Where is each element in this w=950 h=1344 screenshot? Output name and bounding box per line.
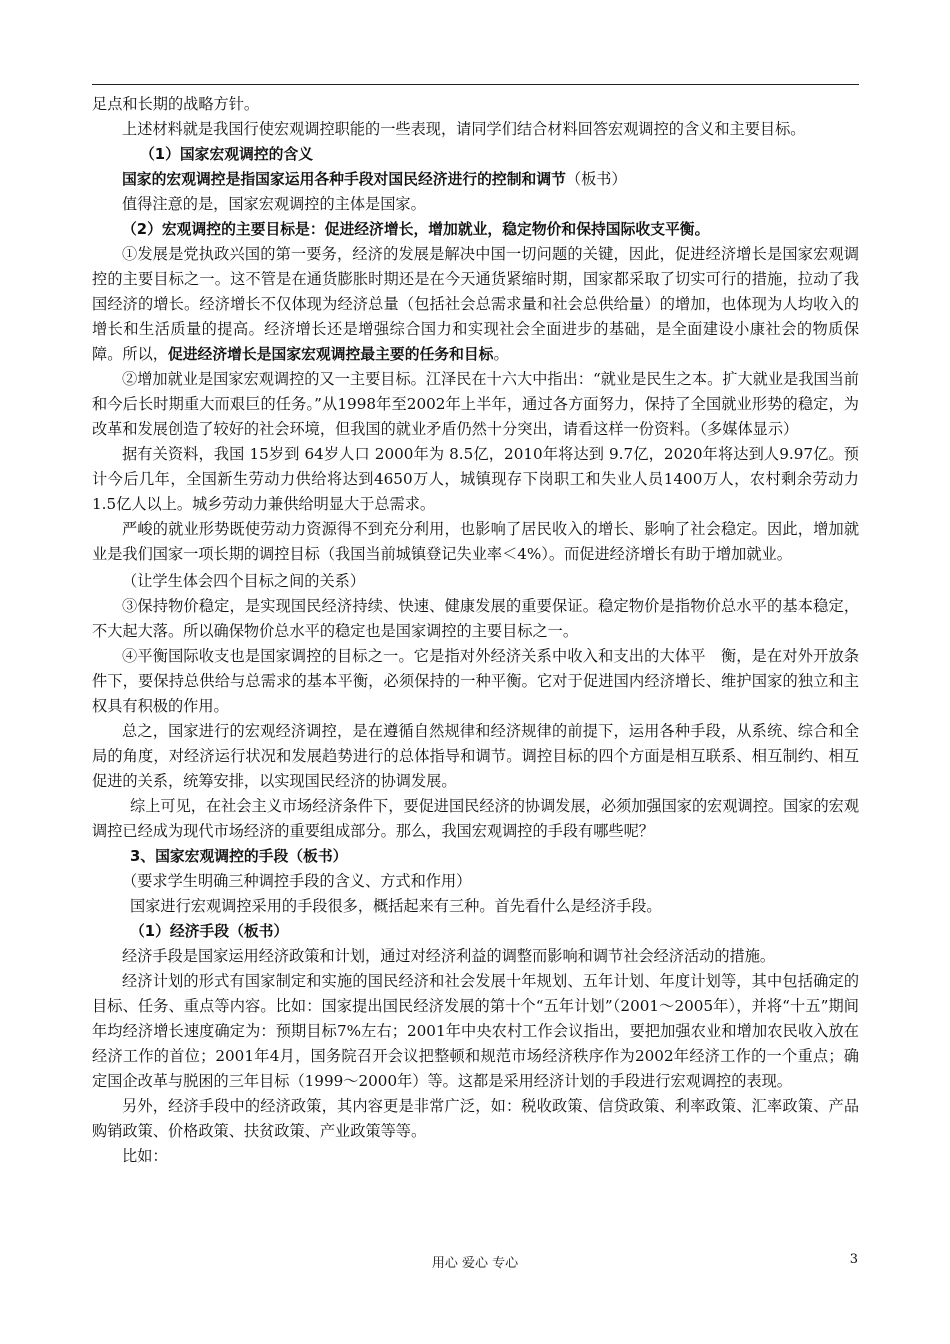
paragraph: （要求学生明确三种调控手段的含义、方式和作用） [122, 872, 472, 890]
paragraph: ②增加就业是国家宏观调控的又一主要目标。江泽民在十六大中指出：“就业是民生之本。扩大就业是我国当前和今后长时期重大而艰巨的任务。”从1998年至2002年上半年，通过各方面努力，保持了全国就业形势的稳定，为改革和发展创造了较好的社会环境，但我国的就业矛盾仍然十分突出，请看这样一份资料。（多媒体显示） [92, 370, 859, 438]
footer-motto: 用心 爱心 专心 [431, 1256, 519, 1271]
paragraph: ③保持物价稳定，是实现国民经济持续、快速、健康发展的重要保证。稳定物价是指物价总水平的基本稳定，不大起大落。所以确保物价总水平的稳定也是国家调控的主要目标之一。 [92, 597, 859, 640]
heading-text: （1）国家宏观调控的含义 [140, 146, 314, 163]
paragraph: 上述材料就是我国行使宏观调控职能的一些表现，请同学们结合材料回答宏观调控的含义和主要目标。 [122, 120, 806, 138]
document-body [92, 92, 859, 1169]
paragraph: 总之，国家进行的宏观经济调控，是在遵循自然规律和经济规律的前提下，运用各种手段，从系统、综合和全局的角度，对经济运行状况和发展趋势进行的总体指导和调节。调控目标的四个方面是相互联系、相互制约、相互促进的关系，统筹安排，以实现国民经济的协调发展。 [92, 722, 859, 790]
paragraph: 严峻的就业形势既使劳动力资源得不到充分利用，也影响了居民收入的增长、影响了社会稳定。因此，增加就业是我们国家一项长期的调控目标（我国当前城镇登记失业率＜4%）。而促进经济增长有助于增加就业。 [92, 520, 859, 563]
header-rule [92, 84, 859, 85]
section-heading [92, 217, 859, 242]
paragraph: 足点和长期的战略方针。 [92, 95, 260, 113]
paragraph: 另外，经济手段中的经济政策，其内容更是非常广泛，如：税收政策、信贷政策、利率政策、汇率政策、产品购销政策、价格政策、扶贫政策、产业政策等等。 [92, 1097, 859, 1140]
paragraph [92, 242, 859, 367]
paragraph: ④平衡国际收支也是国家调控的目标之一。它是指对外经济关系中收入和支出的大体平 衡，是在对外开放条件下，要保持总供给与总需求的基本平衡，必须保持的一种平衡。它对于促进国内经济增长、维护国家的独立和主权具有积极的作用。 [92, 647, 859, 715]
paragraph: 据有关资料，我国 15岁到 64岁人口 2000年为 8.5亿，2010年将达到 9.7亿，2020年将达到人9.97亿。预计今后几年，全国新生劳动力供给将达到4650万人，城镇现存下岗职工和失业人员1400万人，农村剩余劳动力1.5亿人以上。城乡劳动力兼供给明显大于总需求。 [92, 445, 859, 513]
section-heading [92, 844, 859, 869]
emphasis: 促进经济增长是国家宏观调控最主要的任务和目标 [167, 346, 494, 363]
definition-bold: 国家的宏观调控是指国家运用各种手段对国民经济进行的控制和调节 [122, 171, 566, 188]
paragraph: 经济手段是国家运用经济政策和计划，通过对经济利益的调整而影响和调节社会经济活动的措施。 [122, 947, 776, 965]
paragraph: 值得注意的是，国家宏观调控的主体是国家。 [122, 195, 426, 213]
section-heading [92, 142, 859, 167]
paragraph: 比如： [122, 1147, 168, 1165]
section-heading [92, 919, 859, 944]
definition-line [92, 167, 859, 192]
heading-text: （2）宏观调控的主要目标是：促进经济增长，增加就业，稳定物价和保持国际收支平衡。 [122, 221, 710, 238]
paragraph: （让学生体会四个目标之间的关系） [122, 572, 365, 590]
board-tag: （板书） [565, 170, 627, 188]
heading-text: 3、国家宏观调控的手段（板书） [130, 848, 348, 865]
paragraph-end: 。 [493, 345, 509, 363]
paragraph: 综上可见，在社会主义市场经济条件下，要促进国民经济的协调发展，必须加强国家的宏观调控。国家的宏观调控已经成为现代市场经济的重要组成部分。那么，我国宏观调控的手段有哪些呢？ [92, 797, 859, 840]
paragraph: 经济计划的形式有国家制定和实施的国民经济和社会发展十年规划、五年计划、年度计划等，其中包括确定的目标、任务、重点等内容。比如：国家提出国民经济发展的第十个“五年计划”（2001～2005年），并将“十五”期间年均经济增长速度确定为：预期目标7%左右；2001年中央农村工作会议指出，要把加强农业和增加农民收入放在经济工作的首位；2001年4月，国务院召开会议把整顿和规范市场经济秩序作为2002年经济工作的一个重点；确定国企改革与脱困的三年目标（1999～2000年）等。这都是采用经济计划的手段进行宏观调控的表现。 [92, 972, 859, 1090]
paragraph: 国家进行宏观调控采用的手段很多，概括起来有三种。首先看什么是经济手段。 [130, 897, 662, 915]
paragraph-text: ①发展是党执政兴国的第一要务，经济的发展是解决中国一切问题的关键，因此，促进经济增长是国家宏观调控的主要目标之一。这不管是在通货膨胀时期还是在今天通货紧缩时期，国家都采取了切实可行的措施，拉动了我国经济的增长。经济增长不仅体现为经济总量（包括社会总需求量和社会总供给量）的增加，也体现为人均收入的增长和生活质量的提高。经济增长还是增强综合国力和实现社会全面进步的基础，是全面建设小康社会的物质保障。所以， [92, 245, 859, 363]
heading-text: （1）经济手段（板书） [130, 923, 289, 940]
page-number: 3 [849, 1252, 858, 1267]
